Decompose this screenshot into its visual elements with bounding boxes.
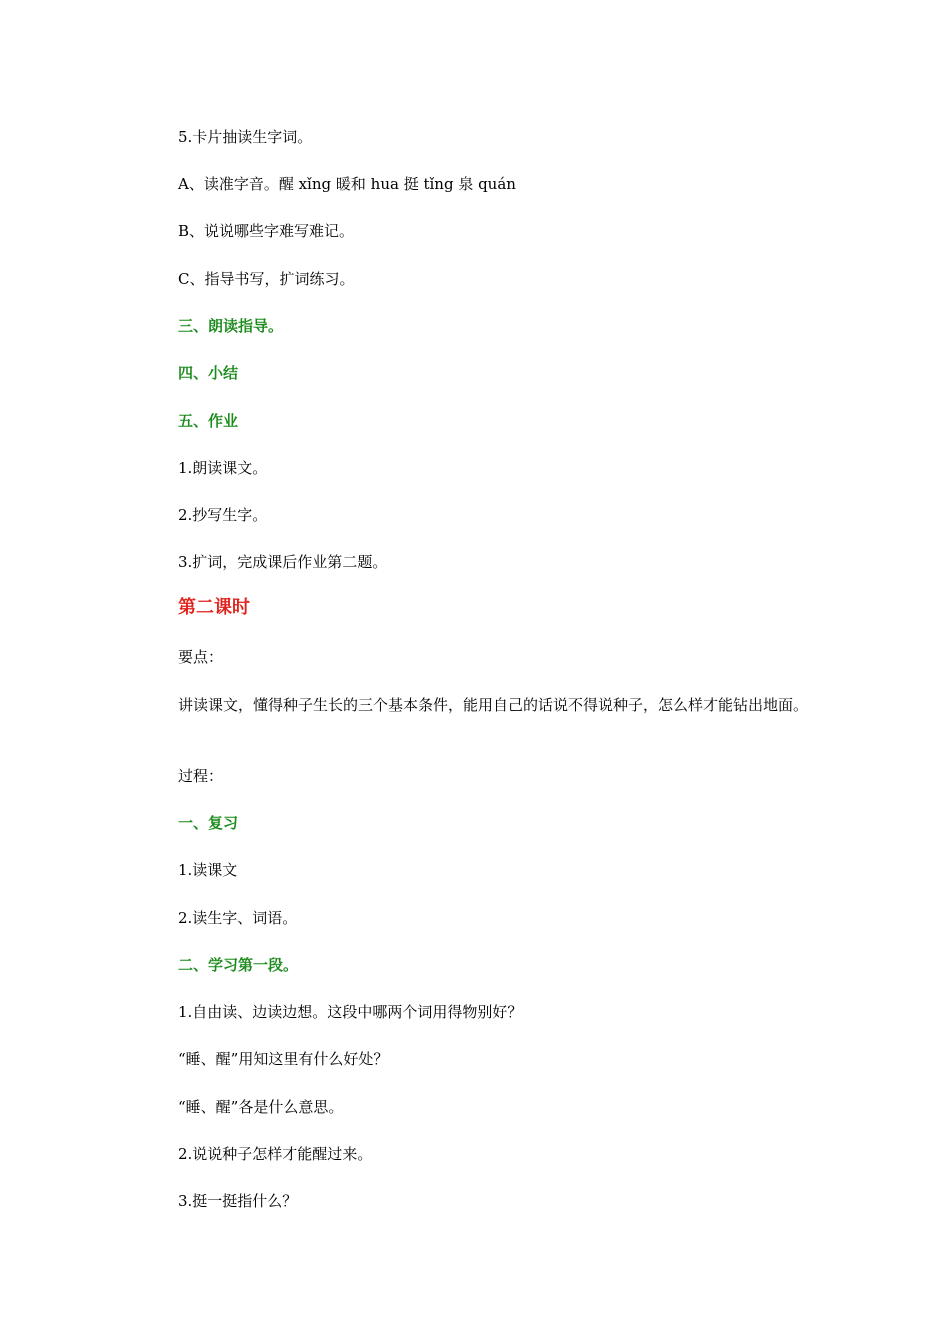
text-line: 1.读课文	[178, 861, 238, 879]
text-line: 3.扩词，完成课后作业第二题。	[178, 553, 388, 571]
text-line: C、指导书写，扩词练习。	[178, 270, 355, 288]
text-line: 5.卡片抽读生字词。	[178, 128, 313, 146]
text-line: “睡、醒”用知这里有什么好处？	[178, 1050, 389, 1068]
text-line: 要点：	[178, 648, 224, 666]
section-heading: 二、学习第一段。	[178, 956, 299, 974]
text-line: “睡、醒”各是什么意思。	[178, 1098, 344, 1116]
section-heading: 一、复习	[178, 814, 239, 832]
text-line: A、读准字音。醒 xǐng 暖和 hua 挺 tǐng 泉 quán	[178, 175, 516, 193]
text-line: 2.说说种子怎样才能醒过来。	[178, 1145, 373, 1163]
paragraph: 讲读课文，懂得种子生长的三个基本条件，能用自己的话说不得说种子，怎么样才能钻出地面。	[178, 696, 809, 714]
text-line: 3.挺一挺指什么？	[178, 1192, 298, 1210]
text-line: 过程：	[178, 767, 224, 785]
text-line: 2.读生字、词语。	[178, 909, 298, 927]
section-heading: 五、作业	[178, 412, 239, 430]
text-line: 1.自由读、边读边想。这段中哪两个词用得物别好？	[178, 1003, 523, 1021]
section-heading: 四、小结	[178, 364, 239, 382]
text-line: B、说说哪些字难写难记。	[178, 222, 355, 240]
text-line: 1.朗读课文。	[178, 459, 268, 477]
section-heading: 三、朗读指导。	[178, 317, 284, 335]
text-line: 2.抄写生字。	[178, 506, 268, 524]
lesson-title: 第二课时	[178, 597, 250, 618]
